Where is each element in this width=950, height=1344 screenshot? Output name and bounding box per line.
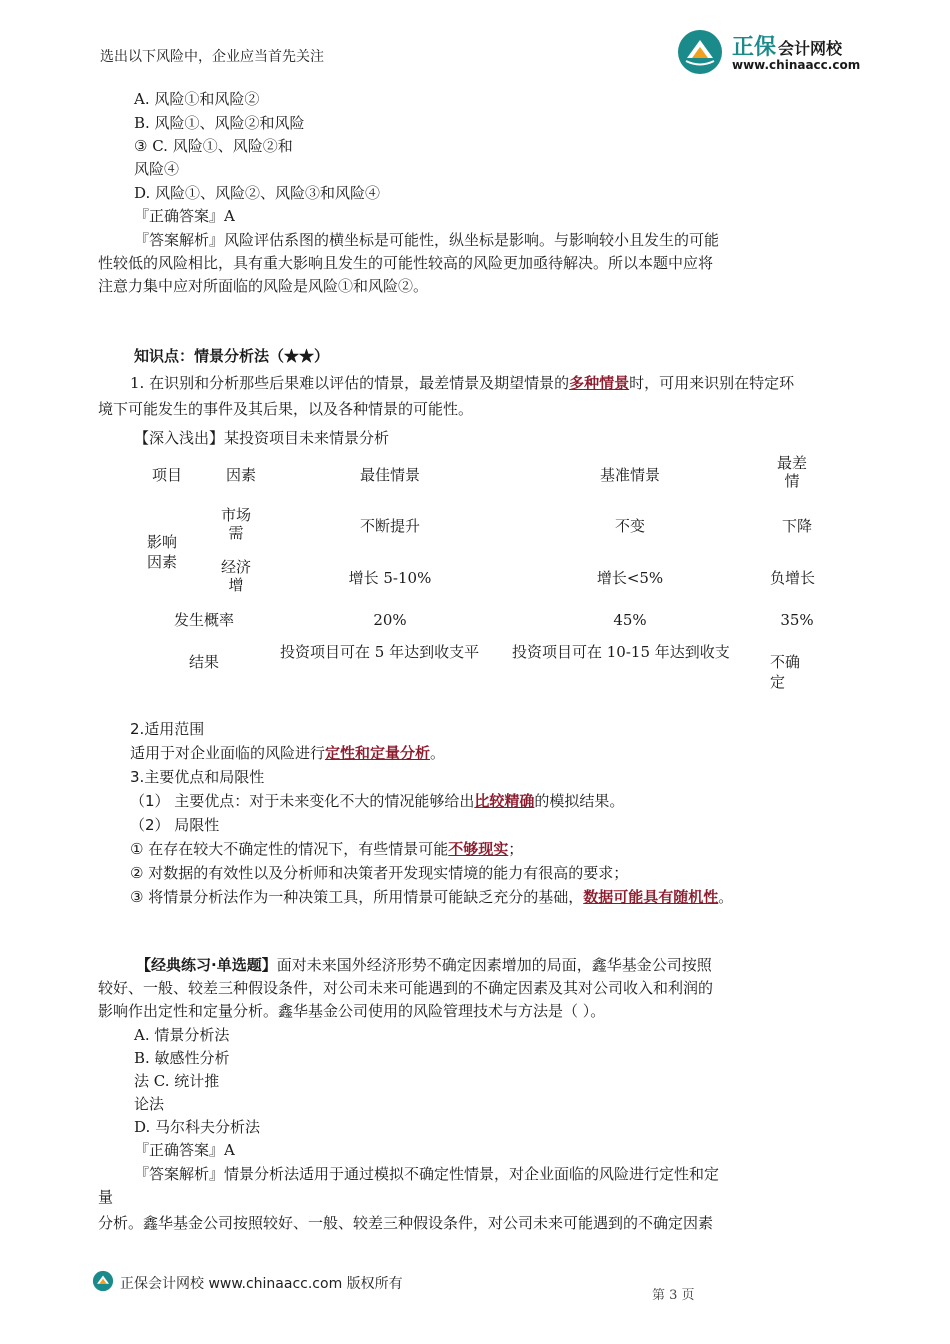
q1-answer: 『正确答案』A <box>134 207 235 225</box>
section-title: 知识点：情景分析法（★★） <box>134 347 330 365</box>
pros-title: 3.主要优点和局限性 <box>130 768 265 786</box>
brand-emblem-icon <box>676 28 724 76</box>
brand-subname: 会计网校 <box>778 39 843 58</box>
table-row2-base: 增长<5% <box>596 569 664 587</box>
q2-option-a: A. 情景分析法 <box>134 1026 230 1044</box>
table-prob-worst: 35% <box>780 611 814 629</box>
limit1-highlight: 不够现实 <box>448 840 509 858</box>
pros-limit-title: （2） 局限性 <box>130 816 220 834</box>
table-prob-base: 45% <box>613 611 647 629</box>
table-header-worst: 最差情 <box>776 454 807 490</box>
q2-option-b: B. 敏感性分析 <box>134 1049 230 1067</box>
q2-stem-line3: 影响作出定性和定量分析。鑫华基金公司使用的风险管理技术与方法是（ ）。 <box>98 1002 606 1020</box>
table-result-base: 投资项目可在 10-15 年达到收支 <box>512 643 730 661</box>
scope-text: 适用于对企业面临的风险进行定性和定量分析。 <box>130 744 446 762</box>
example-title: 【深入浅出】某投资项目未来情景分析 <box>134 429 390 447</box>
q2-analysis-line2: 量 <box>98 1188 114 1206</box>
section-para1-line2: 境下可能发生的事件及其后果，以及各种情景的可能性。 <box>98 400 474 418</box>
table-row2-factor: 经济增 <box>220 558 251 594</box>
q2-stem-line1: 【经典练习·单选题】面对未来国外经济形势不确定因素增加的局面，鑫华基金公司按照 <box>136 956 712 974</box>
advantage-highlight: 比较精确 <box>474 792 535 810</box>
footer-copyright: 正保会计网校 www.chinaacc.com 版权所有 <box>120 1276 403 1292</box>
footer-page-number: 第 3 页 <box>652 1288 695 1303</box>
table-row1-best: 不断提升 <box>359 517 420 535</box>
table-row1-base: 不变 <box>614 517 645 535</box>
table-header-factor: 因素 <box>225 466 256 484</box>
section-para1-line1: 1. 在识别和分析那些后果难以评估的情景，最差情景及期望情景的多种情景时，可用来识别在特定环 <box>130 374 795 392</box>
pros-limit-2: ② 对数据的有效性以及分析师和决策者开发现实情境的能力有很高的要求； <box>130 864 629 882</box>
q1-analysis-line2: 性较低的风险相比，具有重大影响且发生的可能性较高的风险更加亟待解决。所以本题中应将 <box>98 254 714 272</box>
table-result-best: 投资项目可在 5 年达到收支平 <box>280 643 480 661</box>
brand-url: www.chinaacc.com <box>732 58 861 72</box>
q1-option-c: ③ C. 风险①、风险②和 <box>134 137 293 155</box>
table-row1-factor: 市场需 <box>220 506 251 542</box>
table-row2-best: 增长 5-10% <box>348 569 432 587</box>
q1-option-d: D. 风险①、风险②、风险③和风险④ <box>134 184 381 202</box>
table-prob-best: 20% <box>373 611 407 629</box>
table-result-worst: 不确定 <box>770 653 801 691</box>
scope-title: 2.适用范围 <box>130 720 205 738</box>
q1-analysis-line3: 注意力集中应对所面临的风险是风险①和风险②。 <box>98 277 429 295</box>
table-header-item: 项目 <box>151 466 182 484</box>
q2-analysis-line1: 『答案解析』情景分析法适用于通过模拟不确定性情景，对企业面临的风险进行定性和定 <box>134 1165 720 1183</box>
pros-advantage: （1） 主要优点：对于未来变化不大的情况能够给出比较精确的模拟结果。 <box>130 792 625 810</box>
top-cut-line: 选出以下风险中，企业应当首先关注 <box>100 49 324 65</box>
pros-limit-1: ① 在存在较大不确定性的情况下，有些情景可能不够现实； <box>130 840 524 858</box>
q1-option-c-cont: 风险④ <box>134 160 180 178</box>
table-influence-label: 影响因素 <box>147 533 178 571</box>
table-row2-worst: 负增长 <box>770 569 816 587</box>
q2-tag: 【经典练习·单选题】 <box>136 956 277 974</box>
brand-logo <box>676 28 866 74</box>
q1-option-b: B. 风险①、风险②和风险 <box>134 114 305 132</box>
q2-answer: 『正确答案』A <box>134 1141 235 1159</box>
footer-logo-icon <box>92 1270 114 1292</box>
table-header-best: 最佳情景 <box>359 466 420 484</box>
table-result-label: 结果 <box>188 653 219 671</box>
brand-name: 正保 <box>732 35 777 60</box>
table-prob-label: 发生概率 <box>173 611 234 629</box>
footer <box>92 1270 852 1303</box>
q2-analysis-line3: 分析。鑫华基金公司按照较好、一般、较差三种假设条件，对公司未来可能遇到的不确定因素 <box>98 1214 714 1232</box>
q2-stem-line2: 较好、一般、较差三种假设条件，对公司未来可能遇到的不确定因素及其对公司收入和利润的 <box>98 979 714 997</box>
scope-highlight: 定性和定量分析 <box>325 744 431 762</box>
pros-limit-3: ③ 将情景分析法作为一种决策工具，所用情景可能缺乏充分的基础，数据可能具有随机性。 <box>130 888 734 906</box>
q1-analysis-line1: 『答案解析』风险评估系图的横坐标是可能性，纵坐标是影响。与影响较小且发生的可能 <box>134 231 720 249</box>
table-row1-worst: 下降 <box>781 517 812 535</box>
q1-option-a: A. 风险①和风险② <box>134 90 260 108</box>
limit3-highlight: 数据可能具有随机性 <box>583 888 719 906</box>
q2-option-c: 法 C. 统计推 <box>134 1072 220 1090</box>
q2-option-d: D. 马尔科夫分析法 <box>134 1118 261 1136</box>
q2-option-c-cont: 论法 <box>134 1095 165 1113</box>
table-header-base: 基准情景 <box>599 466 660 484</box>
